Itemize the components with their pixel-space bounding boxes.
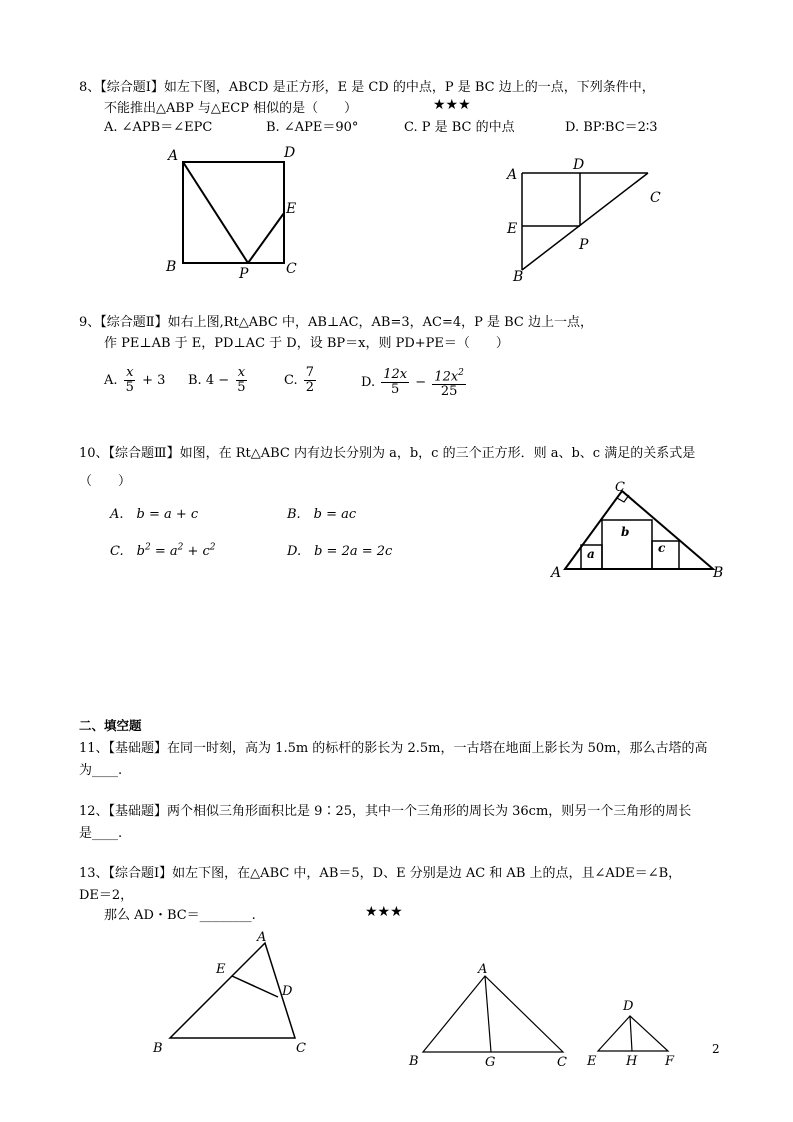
label-B: B	[713, 565, 724, 578]
fraction: $\frac{7}{2}$	[305, 365, 315, 395]
q13-triangle-def-figure	[585, 993, 685, 1070]
fraction: $\frac{x}{5}$	[237, 365, 246, 395]
q8-stars: ★★★	[433, 97, 471, 113]
label-E: E	[507, 221, 518, 237]
label-B: B	[153, 1041, 163, 1056]
q13-stars: ★★★	[365, 904, 403, 920]
label-D: D	[573, 157, 585, 173]
q8-line1: 8、【综合题Ⅰ】如左下图，ABCD 是正方形，E 是 CD 的中点，P 是 BC 边上的一点，下列条件中，	[79, 80, 655, 95]
label-F: F	[665, 1054, 675, 1069]
q9-option-c: C. $\frac{7}{2}$	[284, 365, 315, 395]
label-c: c	[658, 541, 666, 555]
q8-option-b: B. ∠APE＝90°	[266, 120, 359, 135]
label-P: P	[239, 266, 249, 280]
label-a: a	[587, 547, 595, 561]
q10-option-c: C. $b^2 = a^2 + c^2$	[110, 542, 216, 559]
q8-line2: 不能推出△ABP 与△ECP 相似的是（ ）	[104, 101, 358, 116]
q9-line2: 作 PE⊥AB 于 E，PD⊥AC 于 D，设 BP＝x，则 PD+PE＝（ ）	[104, 336, 509, 351]
q13-line3: 那么 AD・BC＝________.	[104, 908, 256, 923]
fraction: $\frac{12x^2}{25}$	[434, 368, 464, 400]
label-A: A	[551, 565, 562, 578]
q10-line1: 10、【综合题Ⅲ】如图，在 Rt△ABC 内有边长分别为 a，b，c 的三个正方形．则 a、b、c 满足的关系式是	[79, 446, 696, 461]
q8-option-c: C. P 是 BC 的中点	[404, 120, 515, 135]
label-C: C	[296, 1041, 306, 1056]
q10-option-b: B. b = ac	[287, 507, 357, 522]
q11-line1: 11、【基础题】在同一时刻，高为 1.5m 的标杆的影长为 2.5m，一古塔在地面上影长为 50m，那么古塔的高	[79, 741, 708, 756]
label-C: C	[557, 1055, 567, 1070]
label-D: D	[284, 145, 296, 161]
q8-option-a: A. ∠APB＝∠EPC	[104, 120, 213, 135]
label-D: D	[282, 984, 293, 999]
q13-line1: 13、【综合题Ⅰ】如左下图，在△ABC 中，AB＝5，D、E 分别是边 AC 和 AB 上的点，且∠ADE＝∠B，	[79, 866, 682, 881]
q10-option-d: D. b = 2a = 2c	[287, 544, 393, 559]
q13-triangle-ade-figure	[150, 925, 325, 1060]
label-C: C	[286, 261, 297, 277]
label-C: C	[650, 190, 661, 206]
q12-line1: 12、【基础题】两个相似三角形面积比是 9∶25，其中一个三角形的周长为 36cm，则另一个三角形的周长	[79, 804, 692, 819]
label-D: D	[623, 999, 634, 1014]
q10-line2: （ ）	[79, 474, 132, 489]
label-E: E	[587, 1054, 597, 1069]
q9-option-d: D. $\frac{12x}{5}$ − $\frac{12x^2}{25}$	[361, 367, 464, 400]
q12-line2: 是____.	[79, 826, 123, 841]
q9-option-a: A. $\frac{x}{5}$ + 3	[104, 365, 166, 395]
label-B: B	[166, 259, 177, 275]
label-B: B	[409, 1054, 419, 1069]
label-C: C	[615, 480, 625, 495]
q13-line2: DE＝2，	[79, 888, 134, 903]
label-E: E	[286, 201, 297, 217]
label-P: P	[579, 237, 589, 253]
q9-line1: 9、【综合题Ⅱ】如右上图,Rt△ABC 中，AB⊥AC，AB=3，AC=4，P 是 BC 边上一点，	[79, 315, 594, 330]
q10-option-a: A. b = a + c	[110, 507, 199, 522]
q8-option-d: D. BP∶BC＝2∶3	[565, 120, 658, 135]
page-number: 2	[712, 1042, 720, 1056]
label-A: A	[507, 167, 518, 183]
fraction: $\frac{12x}{5}$	[383, 367, 408, 398]
label-A: A	[168, 148, 179, 164]
q8-square-figure	[160, 140, 310, 280]
q9-option-b: B. 4 − $\frac{x}{5}$	[188, 365, 246, 395]
label-G: G	[485, 1055, 496, 1070]
fraction: $\frac{x}{5}$	[125, 365, 134, 395]
label-A: A	[478, 962, 488, 977]
q11-line2: 为____.	[79, 763, 123, 778]
label-b: b	[621, 525, 630, 539]
q10-squares-figure	[545, 478, 735, 578]
label-H: H	[626, 1054, 638, 1069]
label-A: A	[257, 930, 267, 945]
q13-triangle-abc-figure	[405, 958, 580, 1070]
label-E: E	[216, 962, 226, 977]
section-title: 二、填空题	[79, 718, 142, 733]
label-B: B	[513, 269, 524, 285]
q9-triangle-figure	[500, 150, 680, 285]
